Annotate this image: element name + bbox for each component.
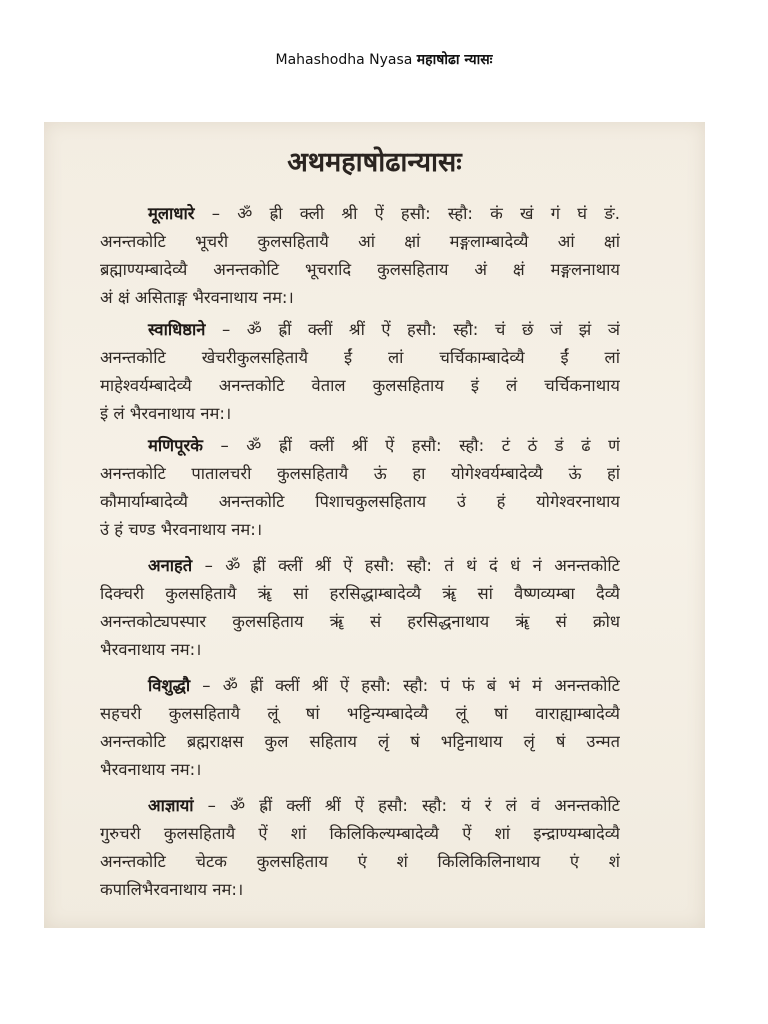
section-line: अनन्तकोटि खेचरीकुलसहितायै ईं लां चर्चिकाम्बादेव्यै ईं लां xyxy=(100,348,620,367)
section-line: सहचरी कुलसहितायै लूं षां भट्टिन्यम्बादेव्यै लूं षां वाराह्याम्बादेव्यै xyxy=(100,704,620,723)
section-line: ब्रह्माण्यम्बादेव्यै अनन्तकोटि भूचरादि कुलसहिताय अं क्षं मङ्गलनाथाय xyxy=(100,260,620,279)
section-heading: मणिपूरके xyxy=(148,436,203,455)
section-heading: मूलाधारे xyxy=(148,204,195,223)
section-line: कपालिभैरवनाथाय नम:। xyxy=(100,880,244,899)
section-line: अनन्तकोटि ब्रह्मराक्षस कुल सहिताय लृं षं भट्टिनाथाय लृं षं उन्मत xyxy=(100,732,620,751)
header-devanagari: महाषोढा न्यासः xyxy=(416,52,493,68)
section-anahata xyxy=(100,552,620,664)
scanned-page xyxy=(44,122,705,928)
section-line: अनन्तकोट्यपस्पार कुलसहिताय ॠं सं हरसिद्धनाथाय ॠं सं क्रोध xyxy=(100,612,620,631)
section-first-line: विशुद्धौ – ॐ ह्रीं क्लीं श्रीं ऐं हसौ: स्हौ: पं फं बं भं मं अनन्तकोटि xyxy=(148,676,620,695)
section-svadhishthana xyxy=(100,316,620,428)
page-title: अथमहाषोढान्यासः xyxy=(287,147,462,178)
section-line: अनन्तकोटि पातालचरी कुलसहितायै ऊं हा योगेश्वर्यम्बादेव्यै ऊं हां xyxy=(100,464,620,483)
section-first-line: अनाहते – ॐ ह्रीं क्लीं श्रीं ऐं हसौ: स्हौ: तं थं दं धं नं अनन्तकोटि xyxy=(148,556,620,575)
section-line: माहेश्वर्यम्बादेव्यै अनन्तकोटि वेताल कुलसहिताय इं लं चर्चिकनाथाय xyxy=(100,376,620,395)
section-heading: स्वाधिष्ठाने xyxy=(148,320,206,339)
section-line: कौमार्याम्बादेव्यै अनन्तकोटि पिशाचकुलसहिताय उं हं योगेश्वरनाथाय xyxy=(100,492,620,511)
section-line: अनन्तकोटि चेटक कुलसहिताय एं शं किलिकिलिनाथाय एं शं xyxy=(100,852,620,871)
section-line: अनन्तकोटि भूचरी कुलसहितायै आं क्षां मङ्गलाम्बादेव्यै आं क्षां xyxy=(100,232,620,251)
section-line: भैरवनाथाय नम:। xyxy=(100,640,202,659)
section-line: अं क्षं असिताङ्ग भैरवनाथाय नम:। xyxy=(100,288,294,307)
section-manipura xyxy=(100,432,620,544)
section-line: गुरुचरी कुलसहितायै ऐं शां किलिकिल्यम्बादेव्यै ऐं शां इन्द्राण्यम्बादेव्यै xyxy=(100,824,620,843)
section-first-line: स्वाधिष्ठाने – ॐ ह्रीं क्लीं श्रीं ऐं हसौ: स्हौ: चं छं जं झं ञं xyxy=(148,320,620,339)
section-heading: अनाहते xyxy=(148,556,193,575)
section-first-line: मूलाधारे – ॐ ह्री क्ली श्री ऐं हसौ: स्हौ: कं खं गं घं ङं. xyxy=(148,204,620,223)
section-ajna xyxy=(100,792,620,904)
section-first-line: आज्ञायां – ॐ ह्रीं क्लीं श्रीं ऐं हसौ: स्हौ: यं रं लं वं अनन्तकोटि xyxy=(148,796,620,815)
document-header xyxy=(0,50,768,69)
section-heading: विशुद्धौ xyxy=(148,676,191,695)
section-line: उं हं चण्ड भैरवनाथाय नम:। xyxy=(100,520,263,539)
section-line: दिक्चरी कुलसहितायै ॠं सां हरसिद्धाम्बादेव्यै ॠं सां वैष्णव्यम्बा दैव्यै xyxy=(100,584,620,603)
section-muladhara xyxy=(100,200,620,312)
section-line: इं लं भैरवनाथाय नम:। xyxy=(100,404,232,423)
section-heading: आज्ञायां xyxy=(148,796,194,815)
header-latin: Mahashodha Nyasa xyxy=(275,52,413,68)
section-first-line: मणिपूरके – ॐ ह्रीं क्लीं श्रीं ऐं हसौ: स्हौ: टं ठं डं ढं णं xyxy=(148,436,620,455)
section-line: भैरवनाथाय नम:। xyxy=(100,760,202,779)
section-vishuddha xyxy=(100,672,620,784)
